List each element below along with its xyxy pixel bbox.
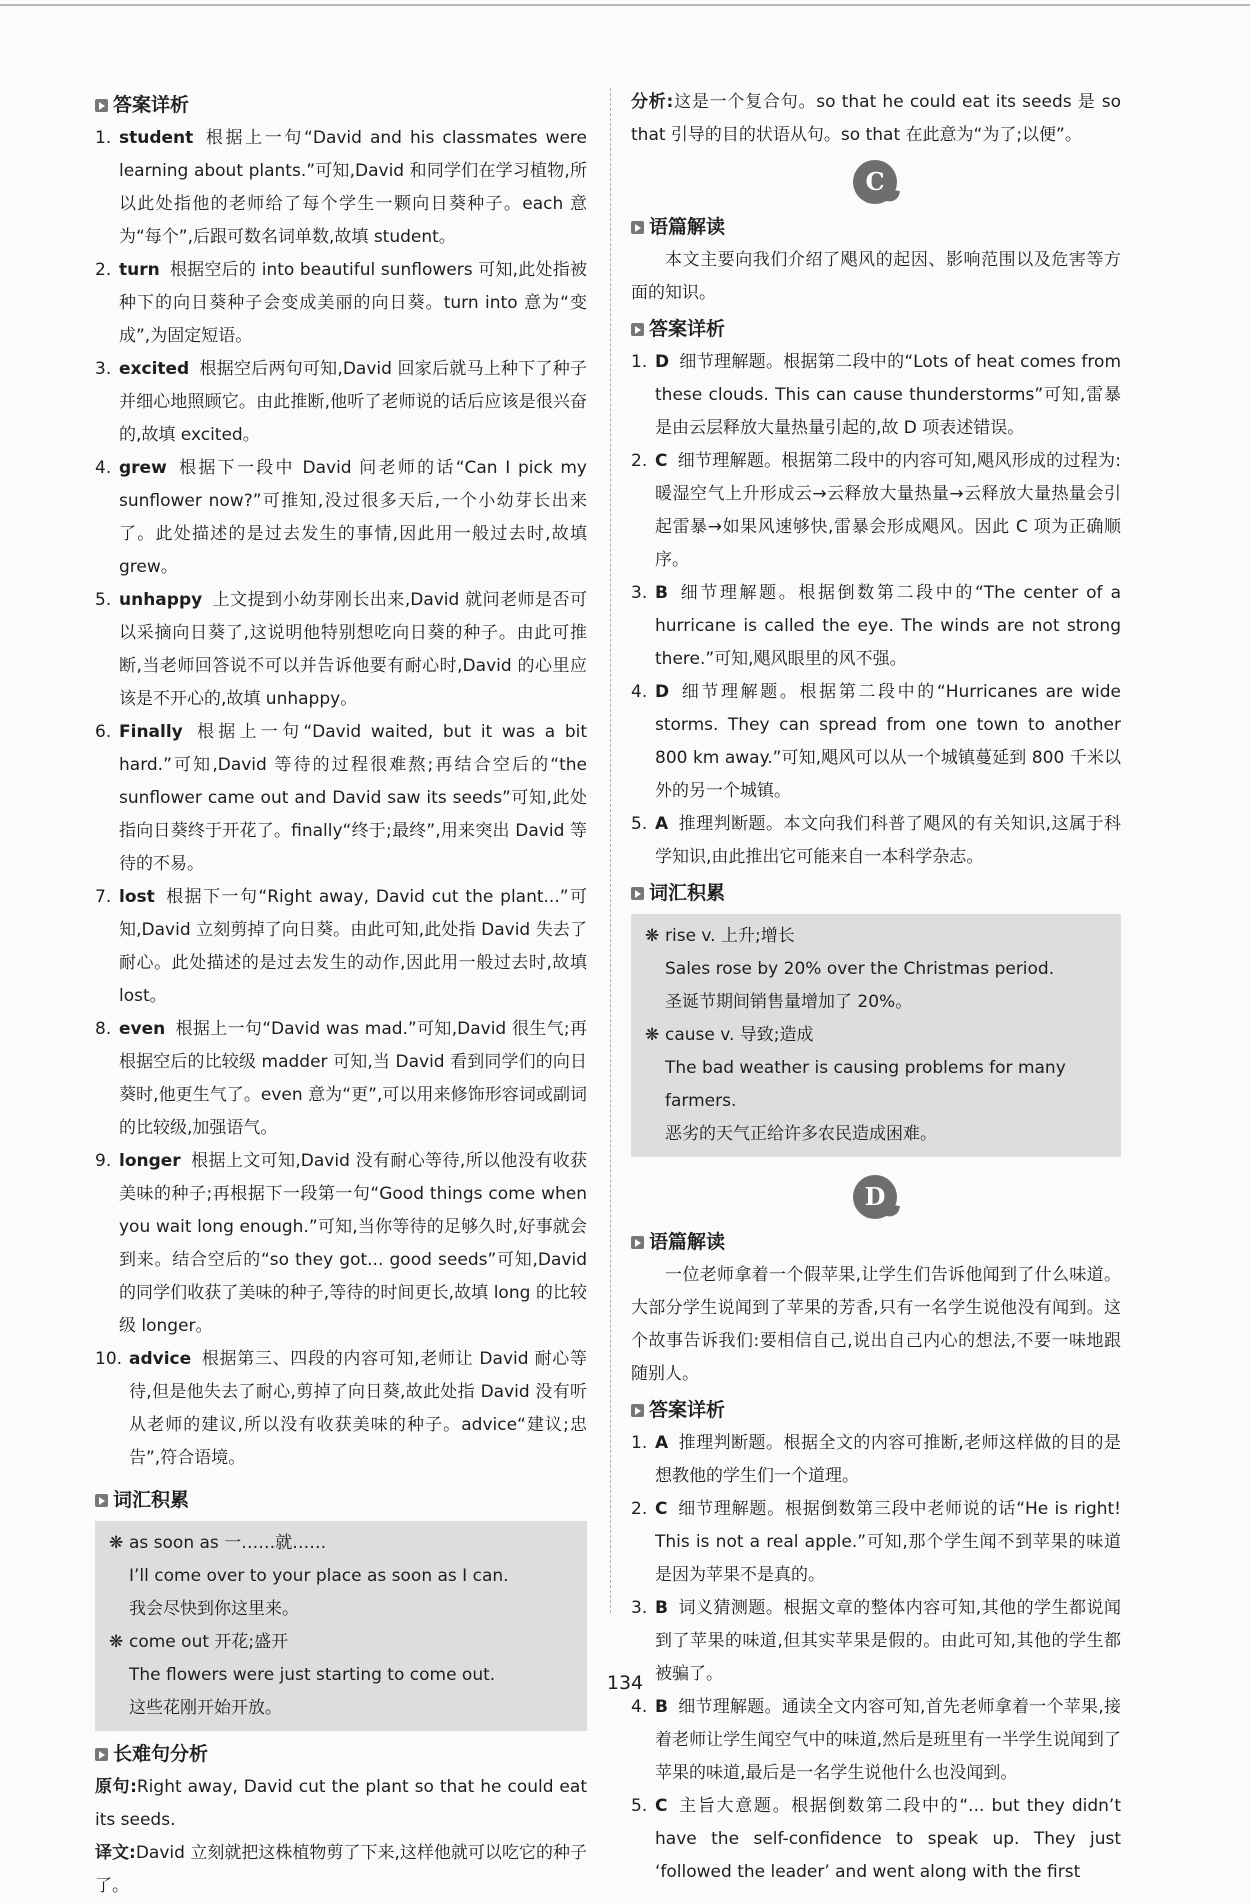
vocab-box xyxy=(95,1521,587,1731)
answer-number: 7. xyxy=(95,887,112,907)
answer-item xyxy=(631,808,1121,874)
d-answer-list xyxy=(631,1427,1121,1889)
answer-explanation: 推理判断题。本文向我们科普了飓风的有关知识,这属于科学知识,由此推出它可能来自一本科学杂志。 xyxy=(655,814,1121,867)
answer-item xyxy=(95,254,587,353)
vocab-word: ❋ as soon as 一……就…… xyxy=(109,1527,577,1560)
answer-item xyxy=(95,353,587,452)
answer-key: B xyxy=(655,1697,668,1717)
answer-key: D xyxy=(655,682,670,702)
answer-key: advice xyxy=(129,1349,192,1369)
answer-item xyxy=(95,452,587,584)
section-marker-icon xyxy=(631,323,644,336)
c-vocab-box xyxy=(631,914,1121,1157)
answer-item xyxy=(631,1790,1121,1889)
c-answer-list xyxy=(631,346,1121,874)
answer-list xyxy=(95,122,587,1475)
answer-explanation: 根据上一句“David was mad.”可知,David 很生气;再根据空后的比较级 madder 可知,当 David 看到同学们的向日葵时,他更生气了。even 意为“更”,可以用来修饰形容词或副词的比较级,加强语气。 xyxy=(119,1019,587,1138)
answer-key: grew xyxy=(119,458,167,478)
answer-key: A xyxy=(655,1433,669,1453)
answers-heading: 答案详析 xyxy=(95,88,587,122)
answer-item xyxy=(95,1013,587,1145)
section-marker-icon xyxy=(631,221,644,234)
vocab-word: ❋ rise v. 上升;增长 xyxy=(645,920,1111,953)
answer-item xyxy=(95,584,587,716)
answer-item xyxy=(631,577,1121,676)
answer-item xyxy=(95,881,587,1013)
answer-key: D xyxy=(655,352,670,372)
answer-number: 2. xyxy=(631,451,648,471)
answer-key: excited xyxy=(119,359,190,379)
answer-key: A xyxy=(655,814,669,834)
answer-number: 5. xyxy=(631,814,648,834)
answer-explanation: 细节理解题。通读全文内容可知,首先老师拿着一个苹果,接着老师让学生闻空气中的味道,然后是班里有一半学生说闻到了苹果的味道,最后是一名学生说他什么也没闻到。 xyxy=(655,1697,1121,1783)
answer-explanation: 词义猜测题。根据文章的整体内容可知,其他的学生都说闻到了苹果的味道,但其实苹果是假的。由此可知,其他的学生都被骗了。 xyxy=(655,1598,1121,1684)
answer-explanation: 细节理解题。根据倒数第三段中老师说的话“He is right! This is not a real apple.”可知,那个学生闻不到苹果的味道是因为苹果不是真的。 xyxy=(655,1499,1121,1585)
answer-key: turn xyxy=(119,260,160,280)
answer-explanation: 根据第三、四段的内容可知,老师让 David 耐心等待,但是他失去了耐心,剪掉了向日葵,故此处指 David 没有听从老师的建议,所以没有收获美味的种子。advice“建议;忠告”,符合语境。 xyxy=(129,1349,587,1468)
answer-explanation: 细节理解题。根据第二段中的“Hurricanes are wide storms. They can spread from one town to another 800 km away.”可知,飓风可以从一个城镇蔓延到 800 千米以外的另一个城镇。 xyxy=(655,682,1121,801)
answer-item xyxy=(95,716,587,881)
answer-number: 1. xyxy=(631,1433,648,1453)
asterisk-icon: ❋ xyxy=(645,1025,660,1045)
c-vocab-heading: 词汇积累 xyxy=(631,876,1121,910)
answer-item xyxy=(631,676,1121,808)
answer-number: 2. xyxy=(95,260,112,280)
answer-number: 6. xyxy=(95,722,112,742)
vocab-heading: 词汇积累 xyxy=(95,1483,587,1517)
answer-number: 3. xyxy=(95,359,112,379)
answer-number: 10. xyxy=(95,1349,123,1369)
section-marker-icon xyxy=(631,1236,644,1249)
answer-key: C xyxy=(655,451,668,471)
answer-number: 2. xyxy=(631,1499,648,1519)
sentence-analysis: 分析:这是一个复合句。so that he could eat its seeds 是 so that 引导的目的状语从句。so that 在此意为“为了;以便”。 xyxy=(631,92,1121,145)
vocab-example-en: The flowers were just starting to come out. xyxy=(129,1665,496,1685)
section-marker-icon xyxy=(631,1404,644,1417)
asterisk-icon: ❋ xyxy=(109,1632,124,1652)
answer-number: 5. xyxy=(95,590,112,610)
vocab-word: ❋ come out 开花;盛开 xyxy=(109,1626,577,1659)
c-reading-heading: 语篇解读 xyxy=(631,210,1121,244)
answer-item xyxy=(95,1145,587,1343)
answer-number: 5. xyxy=(631,1796,648,1816)
vocab-example-zh: 圣诞节期间销售量增加了 20%。 xyxy=(665,992,913,1012)
d-reading-text: 一位老师拿着一个假苹果,让学生们告诉他闻到了什么味道。大部分学生说闻到了苹果的芳香,只有一名学生说他没有闻到。这个故事告诉我们:要相信自己,说出自己内心的想法,不要一味地跟随别人。 xyxy=(631,1265,1121,1384)
column-divider xyxy=(610,88,611,1613)
answer-explanation: 根据上一句“David waited, but it was a bit hard.”可知,David 等待的过程很难熬;再结合空后的“the sunflower came out and David saw its seeds”可知,此处指向日葵终于开花了。finally“终于;最终”,用来突出 David 等待的不易。 xyxy=(119,722,587,874)
answer-explanation: 根据下一段中 David 问老师的话“Can I pick my sunflower now?”可推知,没过很多天后,一个小幼芽长出来了。此处描述的是过去发生的事情,因此用一般过去时,故填 grew。 xyxy=(119,458,587,577)
original-sentence: 原句:Right away, David cut the plant so that he could eat its seeds. xyxy=(95,1777,587,1830)
vocab-example-zh: 我会尽快到你这里来。 xyxy=(129,1599,299,1619)
answer-item xyxy=(631,1493,1121,1592)
answer-explanation: 根据上文可知,David 没有耐心等待,所以他没有收获美味的种子;再根据下一段第一句“Good things come when you wait long enough.”可知,当你等待的足够久时,好事就会到来。结合空后的“so they got... good seeds”可知,David 的同学们收获了美味的种子,等待的时间更长,故填 long 的比较级 longer。 xyxy=(119,1151,587,1336)
answer-explanation: 根据空后两句可知,David 回家后就马上种下了种子并细心地照顾它。由此推断,他听了老师说的话后应该是很兴奋的,故填 excited。 xyxy=(119,359,587,445)
answer-item xyxy=(631,1691,1121,1790)
answer-explanation: 推理判断题。根据全文的内容可推断,老师这样做的目的是想教他的学生们一个道理。 xyxy=(655,1433,1121,1486)
answer-explanation: 根据空后的 into beautiful sunflowers 可知,此处指被种下的向日葵种子会变成美丽的向日葵。turn into 意为“变成”,为固定短语。 xyxy=(119,260,587,346)
answer-explanation: 上文提到小幼芽刚长出来,David 就问老师是否可以采摘向日葵了,这说明他特别想吃向日葵的种子。由此可推断,当老师回答说不可以并告诉他要有耐心时,David 的心里应该是不开心的,故填 unhappy。 xyxy=(119,590,587,709)
vocab-example-en: I’ll come over to your place as soon as I can. xyxy=(129,1566,509,1586)
top-rule xyxy=(0,4,1250,6)
section-d-badge: D xyxy=(853,1175,899,1221)
vocab-word: ❋ cause v. 导致;造成 xyxy=(645,1019,1111,1052)
answer-key: B xyxy=(655,1598,668,1618)
answer-key: C xyxy=(655,1796,668,1816)
section-marker-icon xyxy=(95,1748,108,1761)
answer-item xyxy=(95,1343,587,1475)
answer-key: lost xyxy=(119,887,155,907)
answer-item xyxy=(631,346,1121,445)
answer-number: 4. xyxy=(631,1697,648,1717)
answer-key: longer xyxy=(119,1151,181,1171)
c-answers-heading: 答案详析 xyxy=(631,312,1121,346)
answer-key: unhappy xyxy=(119,590,203,610)
answer-key: C xyxy=(655,1499,668,1519)
vocab-example-zh: 这些花刚开始开放。 xyxy=(129,1698,282,1718)
answer-item xyxy=(631,1427,1121,1493)
answer-explanation: 细节理解题。根据第二段中的内容可知,飓风形成的过程为:暖湿空气上升形成云→云释放大量热量→云释放大量热量会引起雷暴→如果风速够快,雷暴会形成飓风。因此 C 项为正确顺序。 xyxy=(655,451,1121,570)
answer-explanation: 根据下一句“Right away, David cut the plant...”可知,David 立刻剪掉了向日葵。由此可知,此处指 David 失去了耐心。此处描述的是过去发生的动作,因此用一般过去时,故填 lost。 xyxy=(119,887,587,1006)
answer-explanation: 细节理解题。根据倒数第二段中的“The center of a hurricane is called the eye. The winds are not strong there.”可知,飓风眼里的风不强。 xyxy=(655,583,1121,669)
answer-number: 4. xyxy=(95,458,112,478)
answer-number: 9. xyxy=(95,1151,112,1171)
answer-explanation: 细节理解题。根据第二段中的“Lots of heat comes from these clouds. This can cause thunderstorms”可知,雷暴是由云层释放大量热量引起的,故 D 项表述错误。 xyxy=(655,352,1121,438)
answer-item xyxy=(631,445,1121,577)
answer-key: B xyxy=(655,583,668,603)
answer-number: 3. xyxy=(631,1598,648,1618)
answer-item xyxy=(95,122,587,254)
section-marker-icon xyxy=(95,99,108,112)
d-answers-heading: 答案详析 xyxy=(631,1393,1121,1427)
answer-number: 4. xyxy=(631,682,648,702)
asterisk-icon: ❋ xyxy=(645,926,660,946)
vocab-example-en: The bad weather is causing problems for many farmers. xyxy=(665,1058,1066,1111)
asterisk-icon: ❋ xyxy=(109,1533,124,1553)
right-column xyxy=(631,86,1121,1889)
c-reading-text: 本文主要向我们介绍了飓风的起因、影响范围以及危害等方面的知识。 xyxy=(631,250,1121,303)
left-column xyxy=(95,86,587,1903)
answer-number: 3. xyxy=(631,583,648,603)
answer-key: Finally xyxy=(119,722,183,742)
page-number: 134 xyxy=(606,1672,644,1694)
answer-explanation: 主旨大意题。根据倒数第二段中的“... but they didn’t have the self-confidence to speak up. They just ‘followed the leader’ and went along with the first xyxy=(655,1796,1121,1882)
answer-key: even xyxy=(119,1019,166,1039)
answer-number: 1. xyxy=(95,128,112,148)
section-marker-icon xyxy=(631,887,644,900)
d-reading-heading: 语篇解读 xyxy=(631,1225,1121,1259)
vocab-example-en: Sales rose by 20% over the Christmas period. xyxy=(665,959,1055,979)
answer-explanation: 根据上一句“David and his classmates were learning about plants.”可知,David 和同学们在学习植物,所以此处指他的老师给了每个学生一颗向日葵种子。each 意为“每个”,后跟可数名词单数,故填 student。 xyxy=(119,128,587,247)
answer-key: student xyxy=(119,128,194,148)
long-sentence-heading: 长难句分析 xyxy=(95,1737,587,1771)
vocab-example-zh: 恶劣的天气正给许多农民造成困难。 xyxy=(665,1124,937,1144)
translation: 译文:David 立刻就把这株植物剪了下来,这样他就可以吃它的种子了。 xyxy=(95,1843,587,1896)
section-marker-icon xyxy=(95,1494,108,1507)
section-c-badge: C xyxy=(853,160,899,206)
answer-number: 1. xyxy=(631,352,648,372)
answer-number: 8. xyxy=(95,1019,112,1039)
